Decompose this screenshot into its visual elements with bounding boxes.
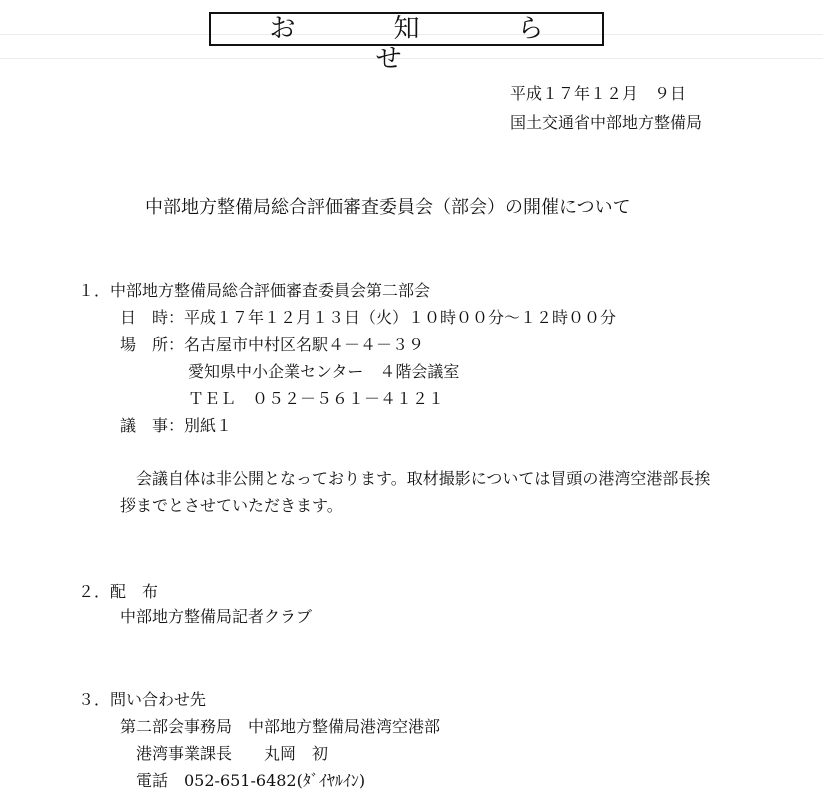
contact-office: 第二部会事務局 中部地方整備局港湾空港部 (120, 717, 441, 736)
document-heading: 中部地方整備局総合評価審査委員会（部会）の開催について (145, 197, 631, 218)
notice-title: お 知 ら せ (209, 12, 604, 46)
contact-person: 港湾事業課長 丸岡 初 (136, 744, 329, 763)
meeting-agenda: 議 事：別紙１ (120, 416, 233, 435)
notice-issuer: 国土交通省中部地方整備局 (510, 113, 703, 132)
venue-tel: ＴＥＬ ０５２－５６１－４１２１ (188, 389, 445, 408)
contact-phone: 電話 052-651-6482(ﾀﾞｲﾔﾙｲﾝ) (136, 771, 366, 790)
notice-date: 平成１７年１２月 ９日 (510, 84, 687, 103)
section1-title: １．中部地方整備局総合評価審査委員会第二部会 (78, 281, 431, 300)
meeting-note-line1: 会議自体は非公開となっております。取材撮影については冒頭の港湾空港部長挨 (136, 469, 711, 488)
meeting-note-line2: 拶までとさせていただきます。 (120, 496, 343, 515)
distribution-target: 中部地方整備局記者クラブ (120, 607, 313, 626)
section3-title: ３．問い合わせ先 (78, 690, 207, 709)
meeting-datetime: 日 時：平成１７年１２月１３日（火）１０時００分～１２時００分 (120, 308, 617, 327)
meeting-venue: 愛知県中小企業センター ４階会議室 (188, 362, 460, 381)
section2-title: ２．配 布 (78, 582, 159, 601)
meeting-place: 場 所：名古屋市中村区名駅４－４－３９ (120, 335, 425, 354)
